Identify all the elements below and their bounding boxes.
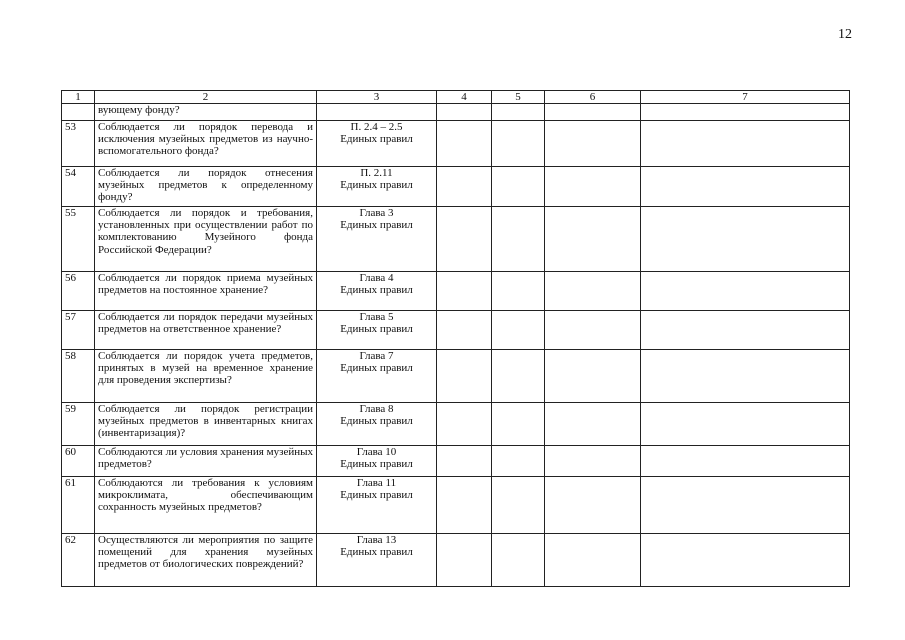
reference-source: Единых правил [340,458,413,471]
reference-source: Единых правил [340,219,413,232]
reference-section: Глава 10 [356,446,397,458]
answer-cell-5[interactable] [492,311,545,350]
table-row [62,207,850,272]
reference-cell [317,350,437,403]
table-row [62,350,850,403]
answer-cell-4[interactable] [437,403,492,446]
answer-cell-4[interactable] [437,167,492,207]
header-row [62,91,850,104]
answer-cell-5[interactable] [492,350,545,403]
reference-cell [317,446,437,477]
table-row-continuation [62,104,850,121]
checklist-table [61,90,850,587]
row-number: 53 [62,121,95,167]
question-text: Соблюдается ли порядок регистрации музейных предметов в инвентарных книгах (инвентаризация)? [95,403,317,446]
question-text: вующему фонду? [95,104,317,121]
row-number: 57 [62,311,95,350]
answer-cell-7[interactable] [641,167,850,207]
row-number: 60 [62,446,95,477]
reference-cell [317,207,437,272]
answer-cell-4[interactable] [437,121,492,167]
reference-cell [317,121,437,167]
answer-cell-5[interactable] [492,534,545,587]
column-header-5: 5 [492,91,545,104]
table-row [62,534,850,587]
question-text: Соблюдается ли порядок перевода и исключения музейных предметов из научно-вспомогательного фонда? [95,121,317,167]
row-number: 58 [62,350,95,403]
reference-source: Единых правил [340,546,413,559]
reference-source: Единых правил [340,323,413,336]
answer-cell-5[interactable] [492,207,545,272]
question-text: Соблюдается ли порядок отнесения музейных предметов к определенному фонду? [95,167,317,207]
reference-section: Глава 13 [356,534,397,546]
reference-cell [317,104,437,121]
answer-cell-4[interactable] [437,207,492,272]
answer-cell-6[interactable] [545,350,641,403]
answer-cell-7[interactable] [641,207,850,272]
reference-cell [317,403,437,446]
row-number: 59 [62,403,95,446]
answer-cell-6[interactable] [545,272,641,311]
answer-cell-5[interactable] [492,121,545,167]
column-header-6: 6 [545,91,641,104]
answer-cell-5[interactable] [492,403,545,446]
answer-cell-6[interactable] [545,477,641,534]
table-row [62,446,850,477]
answer-cell-5[interactable] [492,167,545,207]
answer-cell-7[interactable] [641,403,850,446]
page-number: 12 [838,27,852,42]
answer-cell-4[interactable] [437,104,492,121]
reference-cell [317,534,437,587]
reference-cell [317,167,437,207]
answer-cell-6[interactable] [545,403,641,446]
reference-section: Глава 8 [359,403,394,415]
column-header-1: 1 [62,91,95,104]
answer-cell-6[interactable] [545,207,641,272]
answer-cell-6[interactable] [545,104,641,121]
answer-cell-5[interactable] [492,104,545,121]
answer-cell-6[interactable] [545,167,641,207]
reference-section: П. 2.4 – 2.5 [350,121,403,133]
question-text: Соблюдаются ли условия хранения музейных предметов? [95,446,317,477]
reference-source: Единых правил [340,362,413,375]
reference-source: Единых правил [340,415,413,428]
column-header-3: 3 [317,91,437,104]
question-text: Осуществляются ли мероприятия по защите помещений для хранения музейных предметов от биологических повреждений? [95,534,317,587]
question-text: Соблюдается ли порядок и требования, установленных при осуществлении работ по комплектованию Музейного фонда Российской Федерации? [95,207,317,272]
column-header-2: 2 [95,91,317,104]
reference-section: Глава 5 [359,311,394,323]
answer-cell-6[interactable] [545,121,641,167]
answer-cell-4[interactable] [437,272,492,311]
question-text: Соблюдается ли порядок учета предметов, принятых в музей на временное хранение для проведения экспертизы? [95,350,317,403]
answer-cell-7[interactable] [641,272,850,311]
answer-cell-6[interactable] [545,311,641,350]
row-number: 61 [62,477,95,534]
question-text: Соблюдается ли порядок приема музейных предметов на постоянное хранение? [95,272,317,311]
reference-source: Единых правил [340,284,413,297]
row-number: 56 [62,272,95,311]
table-row [62,167,850,207]
answer-cell-7[interactable] [641,477,850,534]
answer-cell-7[interactable] [641,534,850,587]
column-header-4: 4 [437,91,492,104]
row-number: 54 [62,167,95,207]
answer-cell-7[interactable] [641,311,850,350]
table-row [62,272,850,311]
answer-cell-7[interactable] [641,446,850,477]
answer-cell-4[interactable] [437,350,492,403]
answer-cell-7[interactable] [641,350,850,403]
answer-cell-6[interactable] [545,534,641,587]
reference-source: Единых правил [340,489,413,502]
reference-section: П. 2.11 [360,167,393,179]
table-row [62,477,850,534]
answer-cell-4[interactable] [437,477,492,534]
answer-cell-5[interactable] [492,477,545,534]
answer-cell-6[interactable] [545,446,641,477]
question-text: Соблюдается ли порядок передачи музейных предметов на ответственное хранение? [95,311,317,350]
answer-cell-5[interactable] [492,272,545,311]
reference-section: Глава 3 [359,207,394,219]
row-number: 55 [62,207,95,272]
answer-cell-4[interactable] [437,534,492,587]
answer-cell-7[interactable] [641,104,850,121]
answer-cell-4[interactable] [437,446,492,477]
reference-cell [317,311,437,350]
reference-source: Единых правил [340,133,413,146]
table-row [62,121,850,167]
reference-cell [317,272,437,311]
answer-cell-5[interactable] [492,446,545,477]
table-row [62,403,850,446]
answer-cell-4[interactable] [437,311,492,350]
row-number [62,104,95,121]
question-text: Соблюдаются ли требования к условиям микроклимата, обеспечивающим сохранность музейных предметов? [95,477,317,534]
table-row [62,311,850,350]
reference-section: Глава 7 [359,350,394,362]
reference-section: Глава 4 [359,272,394,284]
reference-cell [317,477,437,534]
answer-cell-7[interactable] [641,121,850,167]
reference-source: Единых правил [340,179,413,192]
column-header-7: 7 [641,91,850,104]
row-number: 62 [62,534,95,587]
reference-section: Глава 11 [356,477,397,489]
